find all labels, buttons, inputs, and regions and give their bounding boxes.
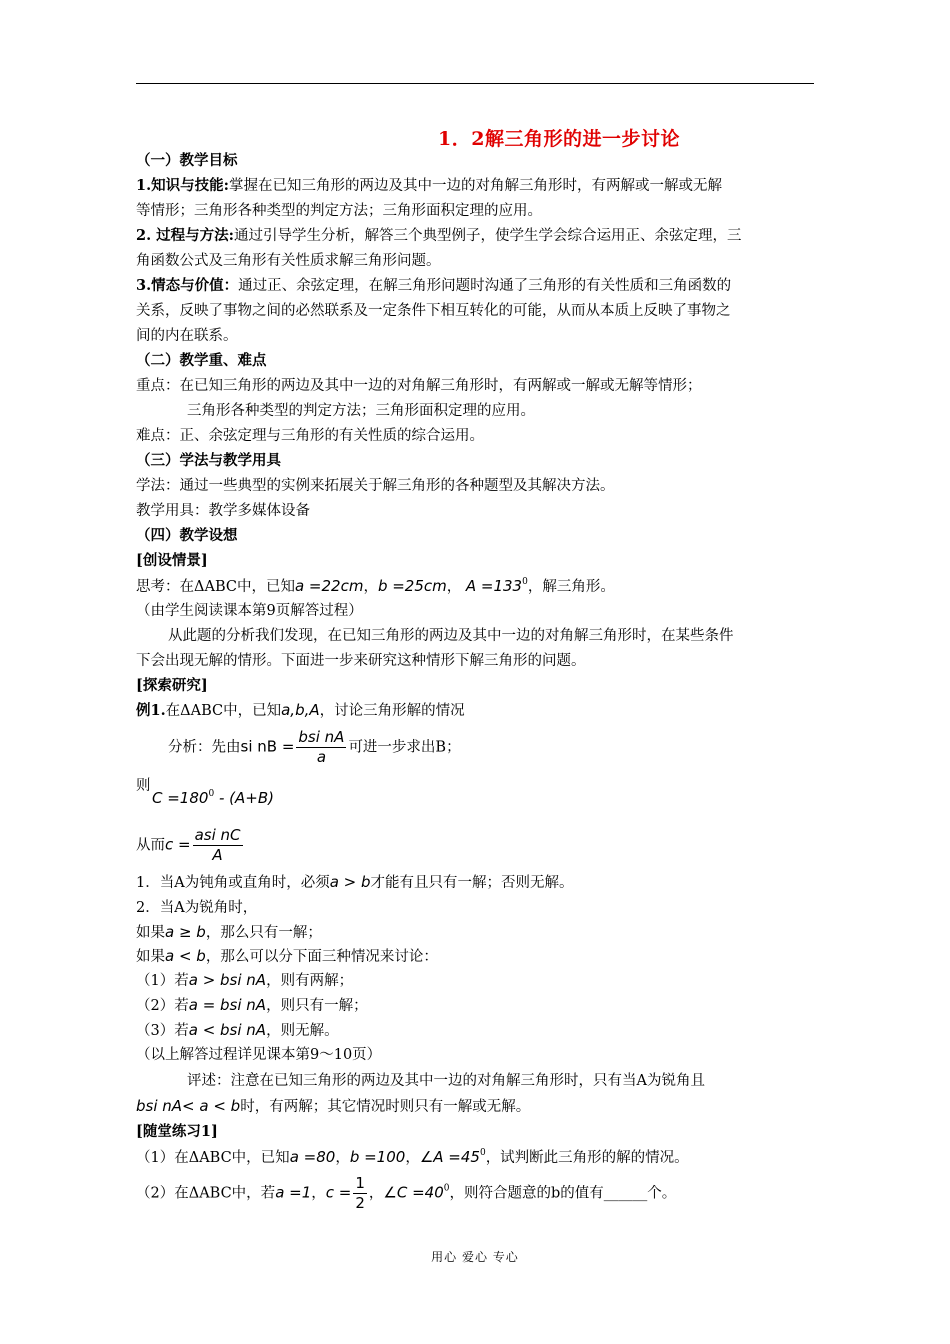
case-1: 1．当A为钝角或直角时，必须a > b才能有且只有一解；否则无解。: [136, 873, 574, 891]
exercise-1: （1）在ΔABC中，已知a =80，b =100，∠A $=45^0$，试判断此三角形的解的情况。: [136, 1148, 689, 1166]
fraction-one-half: $\frac{1}{2}$: [355, 1174, 365, 1212]
goal-2-line-2: 角函数公式及三角形有关性质求解三角形问题。: [136, 253, 441, 269]
key-point-line-2: 三角形各种类型的判定方法；三角形面积定理的应用。: [187, 403, 535, 419]
goal-3-line-1: 3.情态与价值：通过正、余弦定理，在解三角形问题时沟通了三角形的有关性质和三角函数的: [136, 277, 732, 294]
side-c-formula: 从而c = $\frac{\text{asi nC}}{A}$: [136, 826, 241, 864]
exercise-2: （2）在ΔABC中，若a =1，c = $\frac{1}{2}$ ，∠C $=40^0$，则符合题意的b的值有______个。: [136, 1174, 677, 1212]
angle-C-formula: $C =180^0 - (A+B)$: [152, 789, 274, 807]
section-heading-methods: （三）学法与教学用具: [136, 452, 281, 469]
goal-2-line-1: 2. 过程与方法:通过引导学生分析，解答三个典型例子，使学生学会综合运用正、余弦定理，三: [136, 227, 742, 244]
if-1: 如果a ≥ b，那么只有一解；: [136, 923, 322, 941]
sub-case-1: （1）若a > bsi nA，则有两解；: [136, 971, 354, 989]
then-label: 则: [136, 778, 151, 794]
section-heading-objectives: （一）教学目标: [136, 152, 238, 169]
tools-line: 教学用具：教学多媒体设备: [136, 503, 310, 519]
think-question: 思考：在ΔABC中，已知a =22cm，b =25cm， $A =133^0$，解三角形。: [136, 577, 615, 595]
page-title: 1．2解三角形的进一步讨论: [438, 128, 680, 150]
scenario-paragraph-line-2: 下会出现无解的情形。下面进一步来研究这种情形下解三角形的问题。: [136, 653, 586, 669]
fraction-c: $\frac{\text{asi nC}}{A}$: [194, 826, 241, 864]
difficulty-line: 难点：正、余弦定理与三角形的有关性质的综合运用。: [136, 428, 484, 444]
goal-3-label: 3.情态与价值：: [136, 277, 239, 294]
goal-2-label: 2. 过程与方法:: [136, 227, 235, 244]
subheading-explore: [探索研究]: [136, 677, 208, 694]
reference-note: （以上解答过程详见课本第9～10页）: [136, 1047, 382, 1063]
analysis-line: 分析：先由si nB = $\frac{\text{bsi nA}}{a}$ 可进一步求出B；: [168, 728, 461, 766]
key-point-line-1: 重点：在已知三角形的两边及其中一边的对角解三角形时，有两解或一解或无解等情形；: [136, 378, 702, 394]
page-footer: 用心 爱心 专心: [431, 1250, 519, 1264]
goal-3-line-3: 间的内在联系。: [136, 328, 238, 344]
fraction-sinB: $\frac{\text{bsi nA}}{a}$: [298, 728, 345, 766]
subheading-exercise: [随堂练习1]: [136, 1123, 218, 1140]
goal-1-line-2: 等情形；三角形各种类型的判定方法；三角形面积定理的应用。: [136, 203, 542, 219]
scenario-paragraph-line-1: 从此题的分析我们发现，在已知三角形的两边及其中一边的对角解三角形时，在某些条件: [168, 628, 734, 644]
example-1: 例1.在ΔABC中，已知a,b,A，讨论三角形解的情况: [136, 701, 465, 719]
goal-3-line-2: 关系，反映了事物之间的必然联系及一定条件下相互转化的可能，从而从本质上反映了事物之: [136, 303, 731, 319]
goal-1-line-1: 1.知识与技能:掌握在已知三角形的两边及其中一边的对角解三角形时，有两解或一解或无解: [136, 177, 722, 194]
header-rule: [136, 83, 814, 84]
sub-case-3: （3）若a < bsi nA，则无解。: [136, 1021, 339, 1039]
if-2: 如果a < b，那么可以分下面三种情况来讨论：: [136, 947, 438, 965]
section-heading-design: （四）教学设想: [136, 527, 238, 544]
comment-line-1: 评述：注意在已知三角形的两边及其中一边的对角解三角形时，只有当A为锐角且: [187, 1073, 705, 1089]
think-note: （由学生阅读课本第9页解答过程）: [136, 603, 363, 619]
section-heading-key-points: （二）教学重、难点: [136, 352, 267, 369]
goal-1-label: 1.知识与技能:: [136, 177, 229, 194]
case-2: 2．当A为锐角时，: [136, 900, 258, 916]
sub-case-2: （2）若a = bsi nA，则只有一解；: [136, 996, 368, 1014]
method-line: 学法：通过一些典型的实例来拓展关于解三角形的各种题型及其解决方法。: [136, 478, 615, 494]
subheading-scenario: [创设情景]: [136, 552, 208, 569]
comment-line-2: bsi nA< a < b时，有两解；其它情况时则只有一解或无解。: [136, 1097, 531, 1115]
